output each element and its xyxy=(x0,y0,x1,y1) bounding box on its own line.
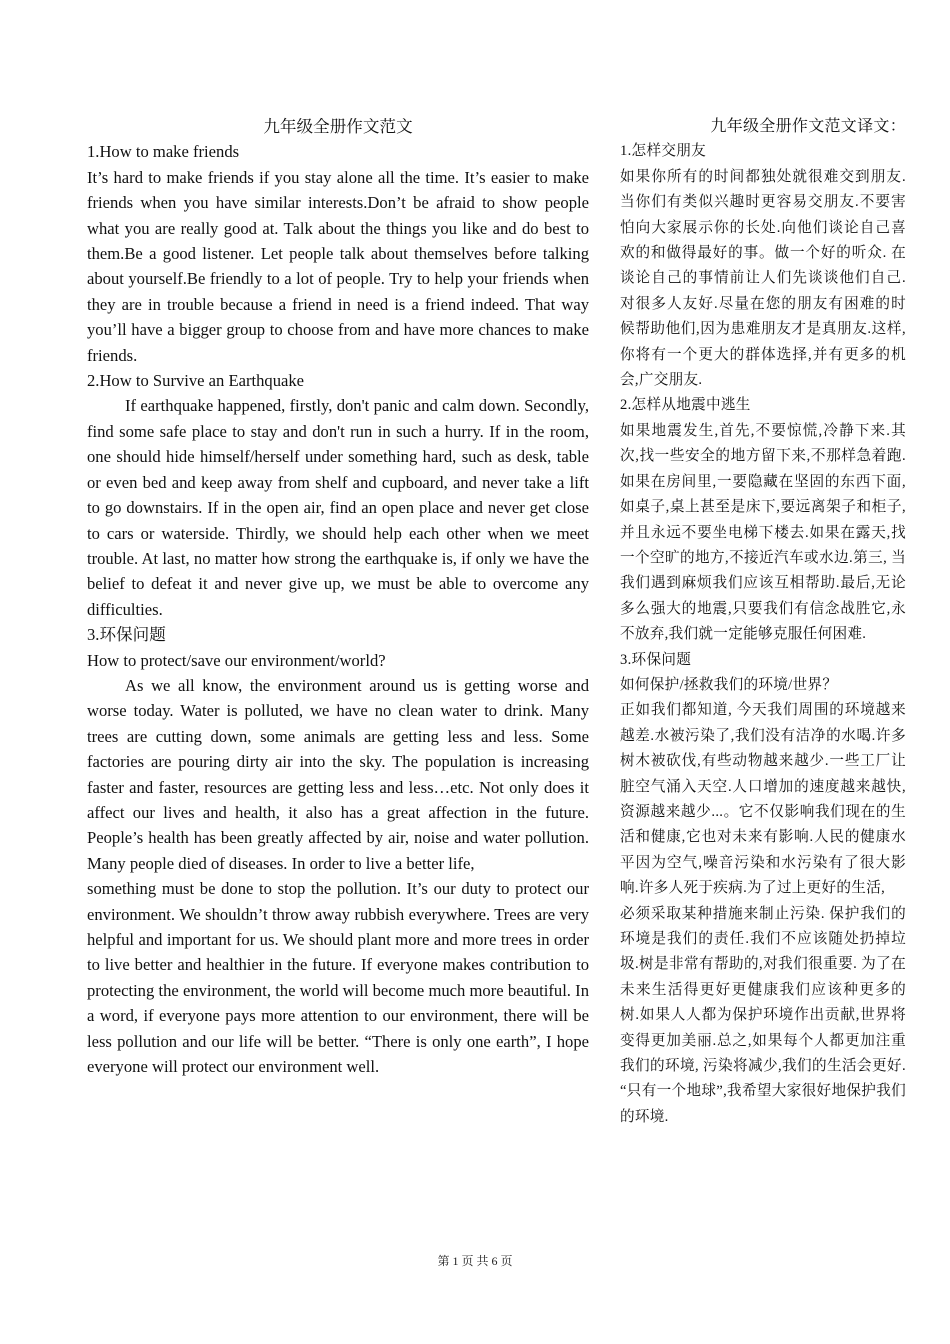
english-column xyxy=(87,114,589,1079)
section2-heading: 2.How to Survive an Earthquake xyxy=(87,371,305,391)
section1-body: It’s hard to make friends if you stay alone all the time. It’s easier to make friends when you have similar interests.Don’t be afraid to show people what you are really good at. Talk about the things you like and do best to them.Be a good listener. Let people talk about themselves before talking about yourself.Be friendly to a lot of people. Try to help your friends when they are in trouble because a friend in need is a friend indeed. That way you’ll have a bigger group to choose from and have more chances to make friends. xyxy=(87,167,589,365)
section3-body-part2: something must be done to stop the pollution. It’s our duty to protect our environment. We shouldn’t throw away rubbish everywhere. Trees are very helpful and important for us. We should plant more and more trees in order to live better and healthier in the future. If everyone makes contribution to protecting the environment, the world will become much more beautiful. In a word, if everyone pays more attention to our environment, there will be less pollution and our life will be better. “There is only one earth”, I hope everyone will protect our environment well. xyxy=(87,879,589,1077)
translation-section2-heading: 2.怎样从地震中逃生 xyxy=(620,397,751,414)
translation-section1-body: 如果你所有的时间都独处就很难交到朋友.当你们有类似兴趣时更容易交朋友.不要害怕向大家展示你的长处.向他们谈论自己喜欢的和做得最好的事。做一个好的听众. 在谈论自己的事情前让人们先谈谈他们自己.对很多人友好.尽量在您的朋友有困难的时候帮助他们,因为患难朋友才是真朋友.这样,你将有一个更大的群体选择,并有更多的机会,广交朋友. xyxy=(620,168,906,389)
page-footer: 第 1 页 共 6 页 xyxy=(437,1254,513,1268)
translation-section3-body-part1: 正如我们都知道, 今天我们周围的环境越来越差.水被污染了,我们没有洁净的水喝.许多树木被砍伐,有些动物越来越少.一些工厂让脏空气涌入天空.人口增加的速度越来越快,资源越来越少...。它不仅影响我们现在的生活和健康,它也对未来有影响.人民的健康水平因为空气,噪音污染和水污染有了很大影响.许多人死于疾病.为了过上更好的生活, xyxy=(620,702,906,897)
section3-body-part1: As we all know, the environment around us is getting worse and worse today. Water is polluted, we have no clean water to drink. Many trees are cutting down, some animals are getting less and less. Some factories are pouring dirty air into the sky. The population is increasing faster and faster, resources are getting less and less…etc. Not only does it affect our lives and health, it also has a great affection in the future. People’s health has been greatly affected by air, noise and water pollution. Many people died of diseases. In order to live a better life, xyxy=(87,675,589,873)
translation-section3-subheading: 如何保护/拯救我们的环境/世界？ xyxy=(620,676,838,693)
section1-heading: 1.How to make friends xyxy=(87,142,240,162)
left-title: 九年级全册作文范文 xyxy=(263,117,413,136)
section3-subheading: How to protect/save our environment/world? xyxy=(87,650,386,670)
translation-section1-heading: 1.怎样交朋友 xyxy=(620,143,707,160)
translation-section2-body: 如果地震发生,首先,不要惊慌,冷静下来.其次,找一些安全的地方留下来,不那样急着跑.如果在房间里,一要隐藏在坚固的东西下面,如桌子,桌上甚至是床下,要远离架子和柜子,并且永远不要坐电梯下楼去.如果在露天,找一个空旷的地方,不接近汽车或水边.第三, 当我们遇到麻烦我们应该互相帮助.最后,无论多么强大的地震,只要我们有信念战胜它,永不放弃,我们就一定能够克服任何困难. xyxy=(620,422,906,643)
section2-body: If earthquake happened, firstly, don't panic and calm down. Secondly, find some safe place to stay and don't run in such a hurry. If in the room, one should hide himself/herself under something hard, such as desk, table or even bed and keep away from shelf and cupboard, and never take a lift to go downstairs. If in the open air, find an open place and never get close to cars or waterside. Thirdly, we should help each other when we meet trouble. At last, no matter how strong the earthquake is, if only we have the belief to defeat it and never give up, we must be able to overcome any difficulties. xyxy=(87,396,589,619)
right-title: 九年级全册作文范文译文： xyxy=(710,118,906,135)
section3-heading: 3.环保问题 xyxy=(87,625,166,645)
translation-section3-heading: 3.环保问题 xyxy=(620,651,692,668)
translation-section3-body-part2: 必须采取某种措施来制止污染. 保护我们的环境是我们的责任.我们不应该随处扔掉垃圾.树是非常有帮助的,对我们很重要. 为了在未来生活得更好更健康我们应该种更多的树.如果人人都为保护环境作出贡献,世界将变得更加美丽.总之,如果每个人都更加注重我们的环境, 污染将减少,我们的生活会更好. “只有一个地球”,我希望大家很好地保护我们的环境. xyxy=(620,905,906,1125)
chinese-column xyxy=(620,114,906,1130)
